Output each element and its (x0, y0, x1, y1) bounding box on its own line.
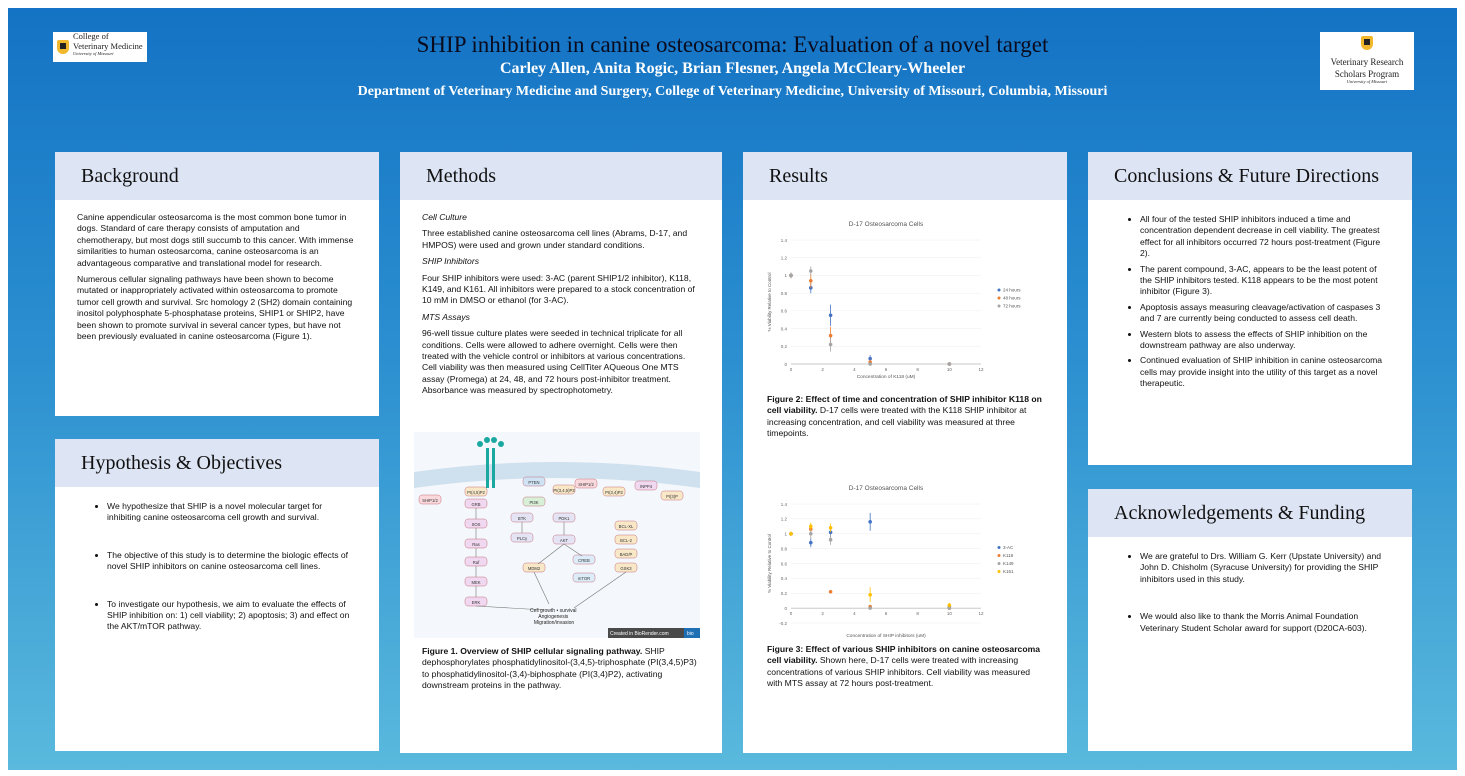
y-tick-label: 0.2 (780, 344, 787, 350)
biorender-credit: Created in BioRender.com (610, 631, 669, 637)
legend-marker (998, 570, 1001, 573)
hypothesis-heading: Hypothesis & Objectives (55, 439, 379, 487)
pathway-node-label: INPP4 (639, 483, 653, 489)
poster-affiliation: Department of Veterinary Medicine and Surgery, College of Veterinary Medicine, University of Missouri, Columbia, Missouri (357, 84, 1108, 99)
y-tick-label: 1.4 (780, 237, 787, 243)
y-axis-label: % Viability Relative to Control (767, 272, 772, 332)
pathway-node-label: MEK (471, 579, 481, 585)
x-tick-label: 8 (916, 367, 919, 372)
methods-heading: Methods (400, 152, 722, 200)
figure-1-caption-text: SHIP dephosphorylates phosphatidylinositol-(3,4,5)-triphosphate (PI(3,4,5)P3) to phosphatidylinositol-(3,4)-biphosphate (PI(3,4)P2), activating downstream proteins in the pathway. (422, 646, 697, 691)
y-tick-label: 0 (784, 605, 787, 611)
pathway-outcome-line: Angiogenesis (538, 614, 569, 620)
pathway-node-label: MDM2 (527, 565, 541, 571)
conclusions-list (1110, 214, 1390, 390)
vrsp-logo-line1: Veterinary Research (1330, 57, 1404, 67)
pathway-node-label: PI(3,4,5)P3 (553, 487, 575, 493)
y-tick-label: -0.2 (779, 620, 787, 626)
poster-title: SHIP inhibition in canine osteosarcoma: Evaluation of a novel target (416, 32, 1049, 57)
x-tick-label: 4 (853, 611, 856, 617)
legend-label: 72 hours (1003, 303, 1021, 309)
pathway-node-label: Ras (472, 541, 480, 547)
data-point (789, 274, 793, 278)
legend-label: 48 hours (1003, 295, 1021, 301)
conclusion-item: • All four of the tested SHIP inhibitors induced a time and concentration dependent decrease in cell viability. The greatest effect for all inhibitors occurred 72 hours post-treatment (Figure 2). (1140, 214, 1390, 260)
college-logo-sub: University of Missouri (73, 51, 114, 56)
y-tick-label: 0.2 (780, 591, 787, 597)
mizzou-shield-icon (57, 40, 69, 54)
figure-1-caption-bold: Figure 1. Overview of SHIP cellular signaling pathway. (422, 646, 643, 656)
data-point (829, 526, 833, 530)
legend-marker (998, 554, 1001, 557)
legend-marker (998, 289, 1001, 292)
x-tick-label: 2 (821, 611, 824, 617)
x-tick-label: 10 (946, 611, 952, 617)
x-tick-label: 0 (789, 611, 793, 617)
x-tick-label: 10 (946, 367, 952, 372)
data-point (868, 593, 872, 597)
college-logo-line1: College of (73, 31, 109, 41)
acknowledgements-list (1110, 551, 1390, 634)
pathway-node-label: SHIP1/2 (578, 481, 594, 487)
x-tick-label: 0 (789, 367, 793, 372)
results-heading: Results (743, 152, 1067, 200)
college-logo (53, 32, 147, 62)
legend-label: K149 (1003, 561, 1014, 567)
x-axis-label: Concentration of K118 (uM) (856, 375, 916, 380)
acknowledgements-heading: Acknowledgements & Funding (1088, 489, 1412, 537)
data-point (829, 590, 833, 594)
pathway-node-label: PI(4,5)P2 (467, 489, 485, 495)
hypothesis-item: • We hypothesize that SHIP is a novel molecular target for inhibiting canine osteosarcoma cell growth and survival. (107, 501, 357, 524)
pathway-node-label: PI3K (529, 499, 539, 505)
background-heading: Background (55, 152, 379, 200)
vrsp-logo-line2: Scholars Program (1334, 69, 1400, 79)
pathway-node-label: BCL-XL (618, 523, 634, 529)
legend-label: 24 hours (1003, 287, 1021, 293)
legend-marker (998, 562, 1001, 565)
pathway-node-label: AKT (559, 537, 569, 543)
figure-3-caption-bold: Figure 3: Effect of various SHIP inhibitors on canine osteosarcoma cell viability. (767, 644, 1040, 666)
x-tick-label: 2 (821, 367, 824, 372)
ship-pathway-diagram (414, 432, 700, 638)
pathway-node-label: SOS (471, 521, 481, 527)
acknowledgement-item: • We are grateful to Drs. William G. Kerr (Upstate University) and John D. Chisholm (Syracuse University) for providing the SHIP inhibitors used in this study. (1140, 551, 1390, 585)
x-tick-label: 12 (978, 367, 984, 372)
background-paragraph-1: Canine appendicular osteosarcoma is the most common bone tumor in dogs. Standard of care therapy consists of amputation and chemotherapy, but most dogs still succumb to this cancer. With immense similarities to human osteosarcoma, canine osteosarcoma is an advantageous comparative and translational model for research. (77, 212, 354, 268)
figure-2-chart (761, 214, 1051, 384)
data-point (868, 520, 872, 524)
legend-marker (998, 305, 1001, 308)
pathway-outcome-line: Migration/invasion (533, 620, 575, 626)
mts-assays-text: 96-well tissue culture plates were seeded in technical triplicate for all conditions. Cells were allowed to adhere overnight. Cells were then treated with the vehicle control or inhibitors at various concentrations. Cell viability was then measured using CellTiter AQueous One MTS assay (Promega) at 24, 48, and 72 hours post-inhibitor treatment. Absorbance was measured by spectrophotometry. (422, 328, 686, 396)
data-point (948, 603, 952, 607)
x-tick-label: 6 (884, 367, 888, 372)
figure-3-caption-text: Shown here, D-17 cells were treated with increasing concentrations of various SHIP inhibitors. Cell viability was measured with MTS assay at 72 hours post-treatment. (767, 655, 1031, 689)
background-paragraph-2: Numerous cellular signaling pathways have been shown to become mutated or inappropriately activated within osteosarcoma to promote tumor cell growth and survival. Src homology 2 (SH2) domain containing inositol polyphosphate 5-phosphatase proteins, SHIP1 or SHIP2, have been shown to promote survival in several cancer types, but have not been previously evaluated in canine osteosarcoma (Figure 1). (77, 274, 353, 342)
data-point (948, 362, 952, 366)
aims-item: • To investigate our hypothesis, we aim to evaluate the effects of SHIP inhibition on: 1) cell viability; 2) apoptosis; 3) and effect on the AKT/mTOR pathway. (107, 599, 357, 633)
pathway-node-label: PDK1 (558, 515, 570, 521)
cell-culture-text: Three established canine osteosarcoma cell lines (Abrams, D-17, and HMPOS) were used and grown under standard conditions. (422, 228, 688, 250)
y-tick-label: 0 (784, 361, 787, 367)
biorender-tag: bio (687, 631, 694, 637)
y-tick-label: 0.6 (780, 561, 787, 567)
data-point (809, 269, 813, 273)
data-point (829, 538, 833, 542)
data-point (809, 532, 813, 536)
hypothesis-list (77, 501, 357, 633)
legend-label: 3-AC (1003, 545, 1014, 551)
figure-3-chart (761, 478, 1051, 643)
ship-inhibitors-text: Four SHIP inhibitors were used: 3-AC (parent SHIP1/2 inhibitor), K118, K149, and K161. All inhibitors were prepared to a stock concentration of 10 mM in DMSO or ethanol (for 3-AC). (422, 272, 695, 306)
pathway-outcome-line: Cell growth • survival (530, 608, 577, 614)
acknowledgements-panel (1088, 489, 1412, 751)
results-panel (743, 152, 1067, 753)
conclusion-item: • The parent compound, 3-AC, appears to be the least potent of the SHIP inhibitors tested. K118 appears to be the most potent inhibitor (Figure 3). (1140, 264, 1390, 298)
pathway-node-label: PI(3)P (666, 493, 678, 499)
legend-marker (998, 297, 1001, 300)
y-tick-label: 1.2 (780, 255, 787, 261)
legend-label: K161 (1003, 569, 1014, 575)
data-point (829, 334, 833, 338)
vrsp-logo-sub: University of Missouri (1346, 79, 1388, 84)
y-axis-label: % Viability Relative to Control (767, 534, 772, 593)
acknowledgement-item: • We would also like to thank the Morris Animal Foundation Veterinary Student Scholar award for support (D20CA-603). (1140, 611, 1390, 634)
conclusion-item: • Continued evaluation of SHIP inhibition in canine osteosarcoma cells may provide insight into the utility of this target as a novel therapeutic. (1140, 355, 1390, 389)
data-point (868, 606, 872, 610)
figure-3-caption (767, 644, 1047, 690)
pathway-node-label: PLCγ (516, 535, 528, 541)
pathway-node-label: SHIP1/2 (422, 497, 438, 503)
figure-2-caption (767, 394, 1047, 440)
y-tick-label: 1.2 (780, 516, 787, 522)
y-tick-label: 0.4 (780, 326, 787, 332)
pathway-node-label: mTOR (577, 575, 591, 581)
pathway-node-label: GSK3 (620, 565, 632, 571)
legend-label: K118 (1003, 553, 1014, 559)
ship-inhibitors-subheading: SHIP Inhibitors (422, 256, 479, 267)
y-tick-label: 0.6 (780, 308, 787, 314)
pathway-node-label: BCL-2 (620, 537, 632, 543)
data-point (809, 525, 813, 529)
conclusions-panel (1088, 152, 1412, 465)
figure-2-caption-bold: Figure 2: Effect of time and concentration of SHIP inhibitor K118 on cell viability. (767, 394, 1042, 416)
y-tick-label: 1 (784, 273, 787, 279)
y-tick-label: 0.8 (780, 290, 787, 296)
pathway-node-label: BAD/P (619, 551, 633, 557)
x-tick-label: 6 (884, 611, 888, 617)
pathway-node-label: Raf (472, 559, 480, 565)
figure-1-caption (422, 646, 702, 692)
x-axis-label: Concentration of SHIP inhibitors (uM) (846, 634, 926, 639)
data-point (868, 362, 872, 366)
methods-panel (400, 152, 722, 753)
cell-culture-subheading: Cell Culture (422, 212, 467, 222)
x-tick-label: 8 (916, 611, 919, 617)
hypothesis-panel (55, 439, 379, 751)
data-point (809, 541, 813, 545)
data-point (829, 313, 833, 317)
data-point (789, 532, 793, 536)
chart-title: D-17 Osteosarcoma Cells (848, 221, 924, 228)
x-tick-label: 4 (853, 367, 856, 372)
objective-item: • The objective of this study is to determine the biologic effects of novel SHIP inhibitors on canine osteosarcoma cell lines. (107, 550, 357, 573)
y-tick-label: 0.8 (780, 546, 787, 552)
poster-authors: Carley Allen, Anita Rogic, Brian Flesner, Angela McCleary-Wheeler (499, 60, 966, 77)
y-tick-label: 0.4 (780, 576, 787, 582)
background-panel (55, 152, 379, 416)
chart-title: D-17 Osteosarcoma Cells (848, 485, 924, 492)
x-tick-label: 12 (978, 611, 984, 617)
data-point (809, 279, 813, 283)
y-tick-label: 1.4 (780, 501, 787, 507)
pathway-node-label: CREB (578, 557, 590, 563)
conclusion-item: • Western blots to assess the effects of SHIP inhibition on the downstream pathway are also underway. (1140, 329, 1390, 352)
mts-assays-subheading: MTS Assays (422, 311, 470, 322)
mizzou-shield-icon (1361, 36, 1373, 50)
pathway-node-label: BTK (517, 515, 527, 521)
pathway-node-label: PI(3,4)P2 (605, 489, 623, 495)
vrsp-logo (1320, 32, 1414, 90)
legend-marker (998, 546, 1001, 549)
data-point (829, 343, 833, 347)
poster (8, 8, 1457, 770)
pathway-node-label: ERK (471, 599, 481, 605)
conclusion-item: • Apoptosis assays measuring cleavage/activation of caspases 3 and 7 are currently being conducted to assess cell death. (1140, 302, 1390, 325)
y-tick-label: 1 (784, 531, 787, 537)
conclusions-heading: Conclusions & Future Directions (1088, 152, 1412, 200)
figure-2-caption-text: D-17 cells were treated with the K118 SHIP inhibitor at increasing concentration, and cell viability was measured at three timepoints. (767, 405, 1027, 439)
pathway-node-label: PTEN (528, 479, 540, 485)
college-logo-line2: Veterinary Medicine (73, 41, 143, 51)
pathway-node-label: GRB (471, 501, 481, 507)
